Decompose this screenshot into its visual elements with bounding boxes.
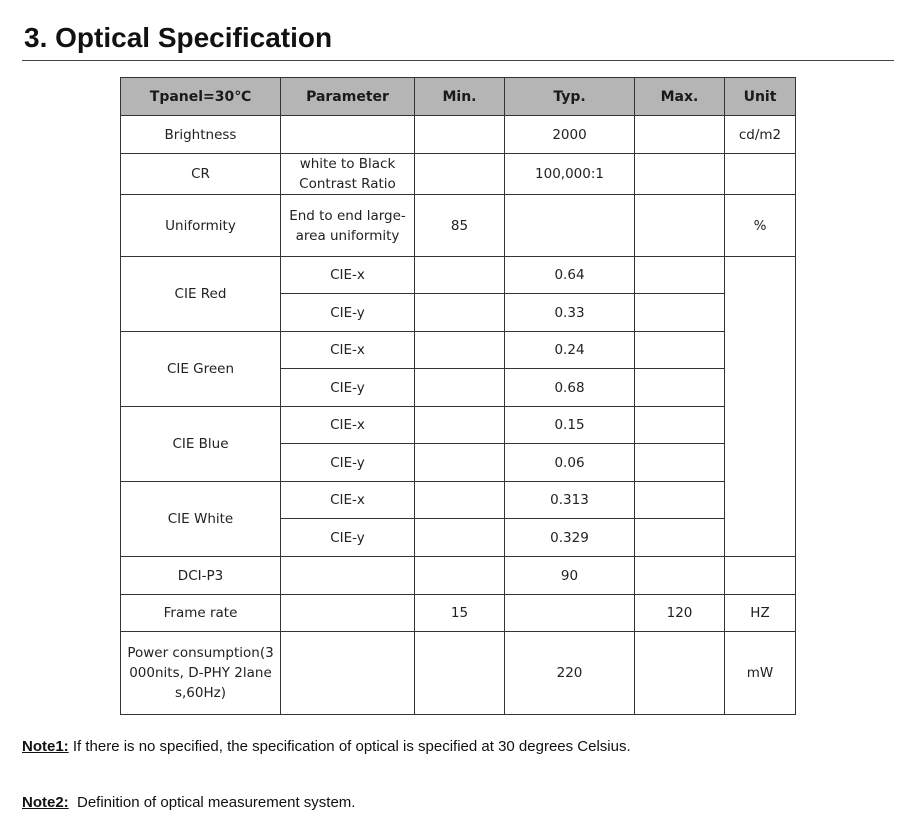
row-max: [635, 294, 725, 332]
row-parameter: CIE-x: [281, 407, 415, 444]
table-row: [121, 482, 796, 519]
row-max: [635, 195, 725, 257]
row-max: 120: [635, 595, 725, 632]
row-typ: 220: [505, 632, 635, 715]
table-row: [121, 632, 796, 715]
row-typ: 0.68: [505, 369, 635, 407]
optical-spec-table: [120, 77, 796, 715]
title-divider: [22, 60, 894, 61]
row-parameter: [281, 557, 415, 595]
header-parameter: Parameter: [281, 78, 415, 116]
row-typ: 100,000:1: [505, 154, 635, 195]
note-2-label: Note2:: [22, 794, 69, 811]
cie-unit-cell: [725, 257, 796, 557]
note-2: [22, 794, 355, 811]
table-row: [121, 195, 796, 257]
note-1-text: If there is no specified, the specification of optical is specified at 30 degrees Celsius.: [68, 738, 631, 755]
row-max: [635, 154, 725, 195]
row-item: Frame rate: [121, 595, 281, 632]
section-title: 3. Optical Specification: [24, 22, 333, 53]
table-header-row: [121, 78, 796, 116]
row-typ: 0.06: [505, 444, 635, 482]
row-min: [415, 407, 505, 444]
row-typ: [505, 595, 635, 632]
table-row: [121, 257, 796, 294]
row-min: 85: [415, 195, 505, 257]
header-typ: Typ.: [505, 78, 635, 116]
row-max: [635, 557, 725, 595]
table-row: [121, 116, 796, 154]
row-item: DCI-P3: [121, 557, 281, 595]
row-typ: 0.64: [505, 257, 635, 294]
row-min: [415, 369, 505, 407]
row-parameter: CIE-y: [281, 519, 415, 557]
row-parameter: CIE-y: [281, 444, 415, 482]
row-min: [415, 519, 505, 557]
row-parameter: white to Black Contrast Ratio: [281, 154, 415, 195]
note-1: [22, 738, 631, 755]
row-unit: %: [725, 195, 796, 257]
row-item: Power consumption(3000nits, D-PHY 2lanes,60Hz): [121, 632, 281, 715]
table-row: [121, 332, 796, 369]
row-parameter: End to end large-area uniformity: [281, 195, 415, 257]
row-max: [635, 482, 725, 519]
row-max: [635, 257, 725, 294]
row-item: Brightness: [121, 116, 281, 154]
row-max: [635, 444, 725, 482]
row-max: [635, 407, 725, 444]
row-typ: 0.15: [505, 407, 635, 444]
row-parameter: CIE-y: [281, 294, 415, 332]
row-parameter: [281, 116, 415, 154]
row-item: CIE Red: [121, 257, 281, 332]
row-item: CR: [121, 154, 281, 195]
note-2-text: Definition of optical measurement system.: [68, 794, 356, 811]
row-typ: [505, 195, 635, 257]
row-max: [635, 369, 725, 407]
row-typ: 0.329: [505, 519, 635, 557]
row-unit: HZ: [725, 595, 796, 632]
row-parameter: [281, 595, 415, 632]
row-max: [635, 519, 725, 557]
table-row: [121, 557, 796, 595]
row-parameter: CIE-x: [281, 482, 415, 519]
row-parameter: CIE-x: [281, 332, 415, 369]
header-condition: Tpanel=30℃: [121, 78, 281, 116]
row-typ: 2000: [505, 116, 635, 154]
table-row: [121, 595, 796, 632]
header-unit: Unit: [725, 78, 796, 116]
row-min: [415, 557, 505, 595]
row-item: CIE Green: [121, 332, 281, 407]
row-unit: cd/m2: [725, 116, 796, 154]
row-max: [635, 332, 725, 369]
row-min: 15: [415, 595, 505, 632]
row-min: [415, 116, 505, 154]
row-max: [635, 632, 725, 715]
row-unit: mW: [725, 632, 796, 715]
row-item: Uniformity: [121, 195, 281, 257]
row-item: CIE White: [121, 482, 281, 557]
row-unit: [725, 557, 796, 595]
row-typ: 0.33: [505, 294, 635, 332]
row-min: [415, 482, 505, 519]
row-min: [415, 444, 505, 482]
row-parameter: [281, 632, 415, 715]
row-typ: 0.24: [505, 332, 635, 369]
row-typ: 90: [505, 557, 635, 595]
row-min: [415, 294, 505, 332]
note-1-label: Note1:: [22, 738, 69, 755]
row-min: [415, 257, 505, 294]
header-max: Max.: [635, 78, 725, 116]
row-min: [415, 154, 505, 195]
row-parameter: CIE-y: [281, 369, 415, 407]
row-parameter: CIE-x: [281, 257, 415, 294]
table-row: [121, 407, 796, 444]
row-typ: 0.313: [505, 482, 635, 519]
row-unit: [725, 154, 796, 195]
header-min: Min.: [415, 78, 505, 116]
row-item: CIE Blue: [121, 407, 281, 482]
row-max: [635, 116, 725, 154]
row-min: [415, 332, 505, 369]
row-min: [415, 632, 505, 715]
table-row: [121, 154, 796, 195]
